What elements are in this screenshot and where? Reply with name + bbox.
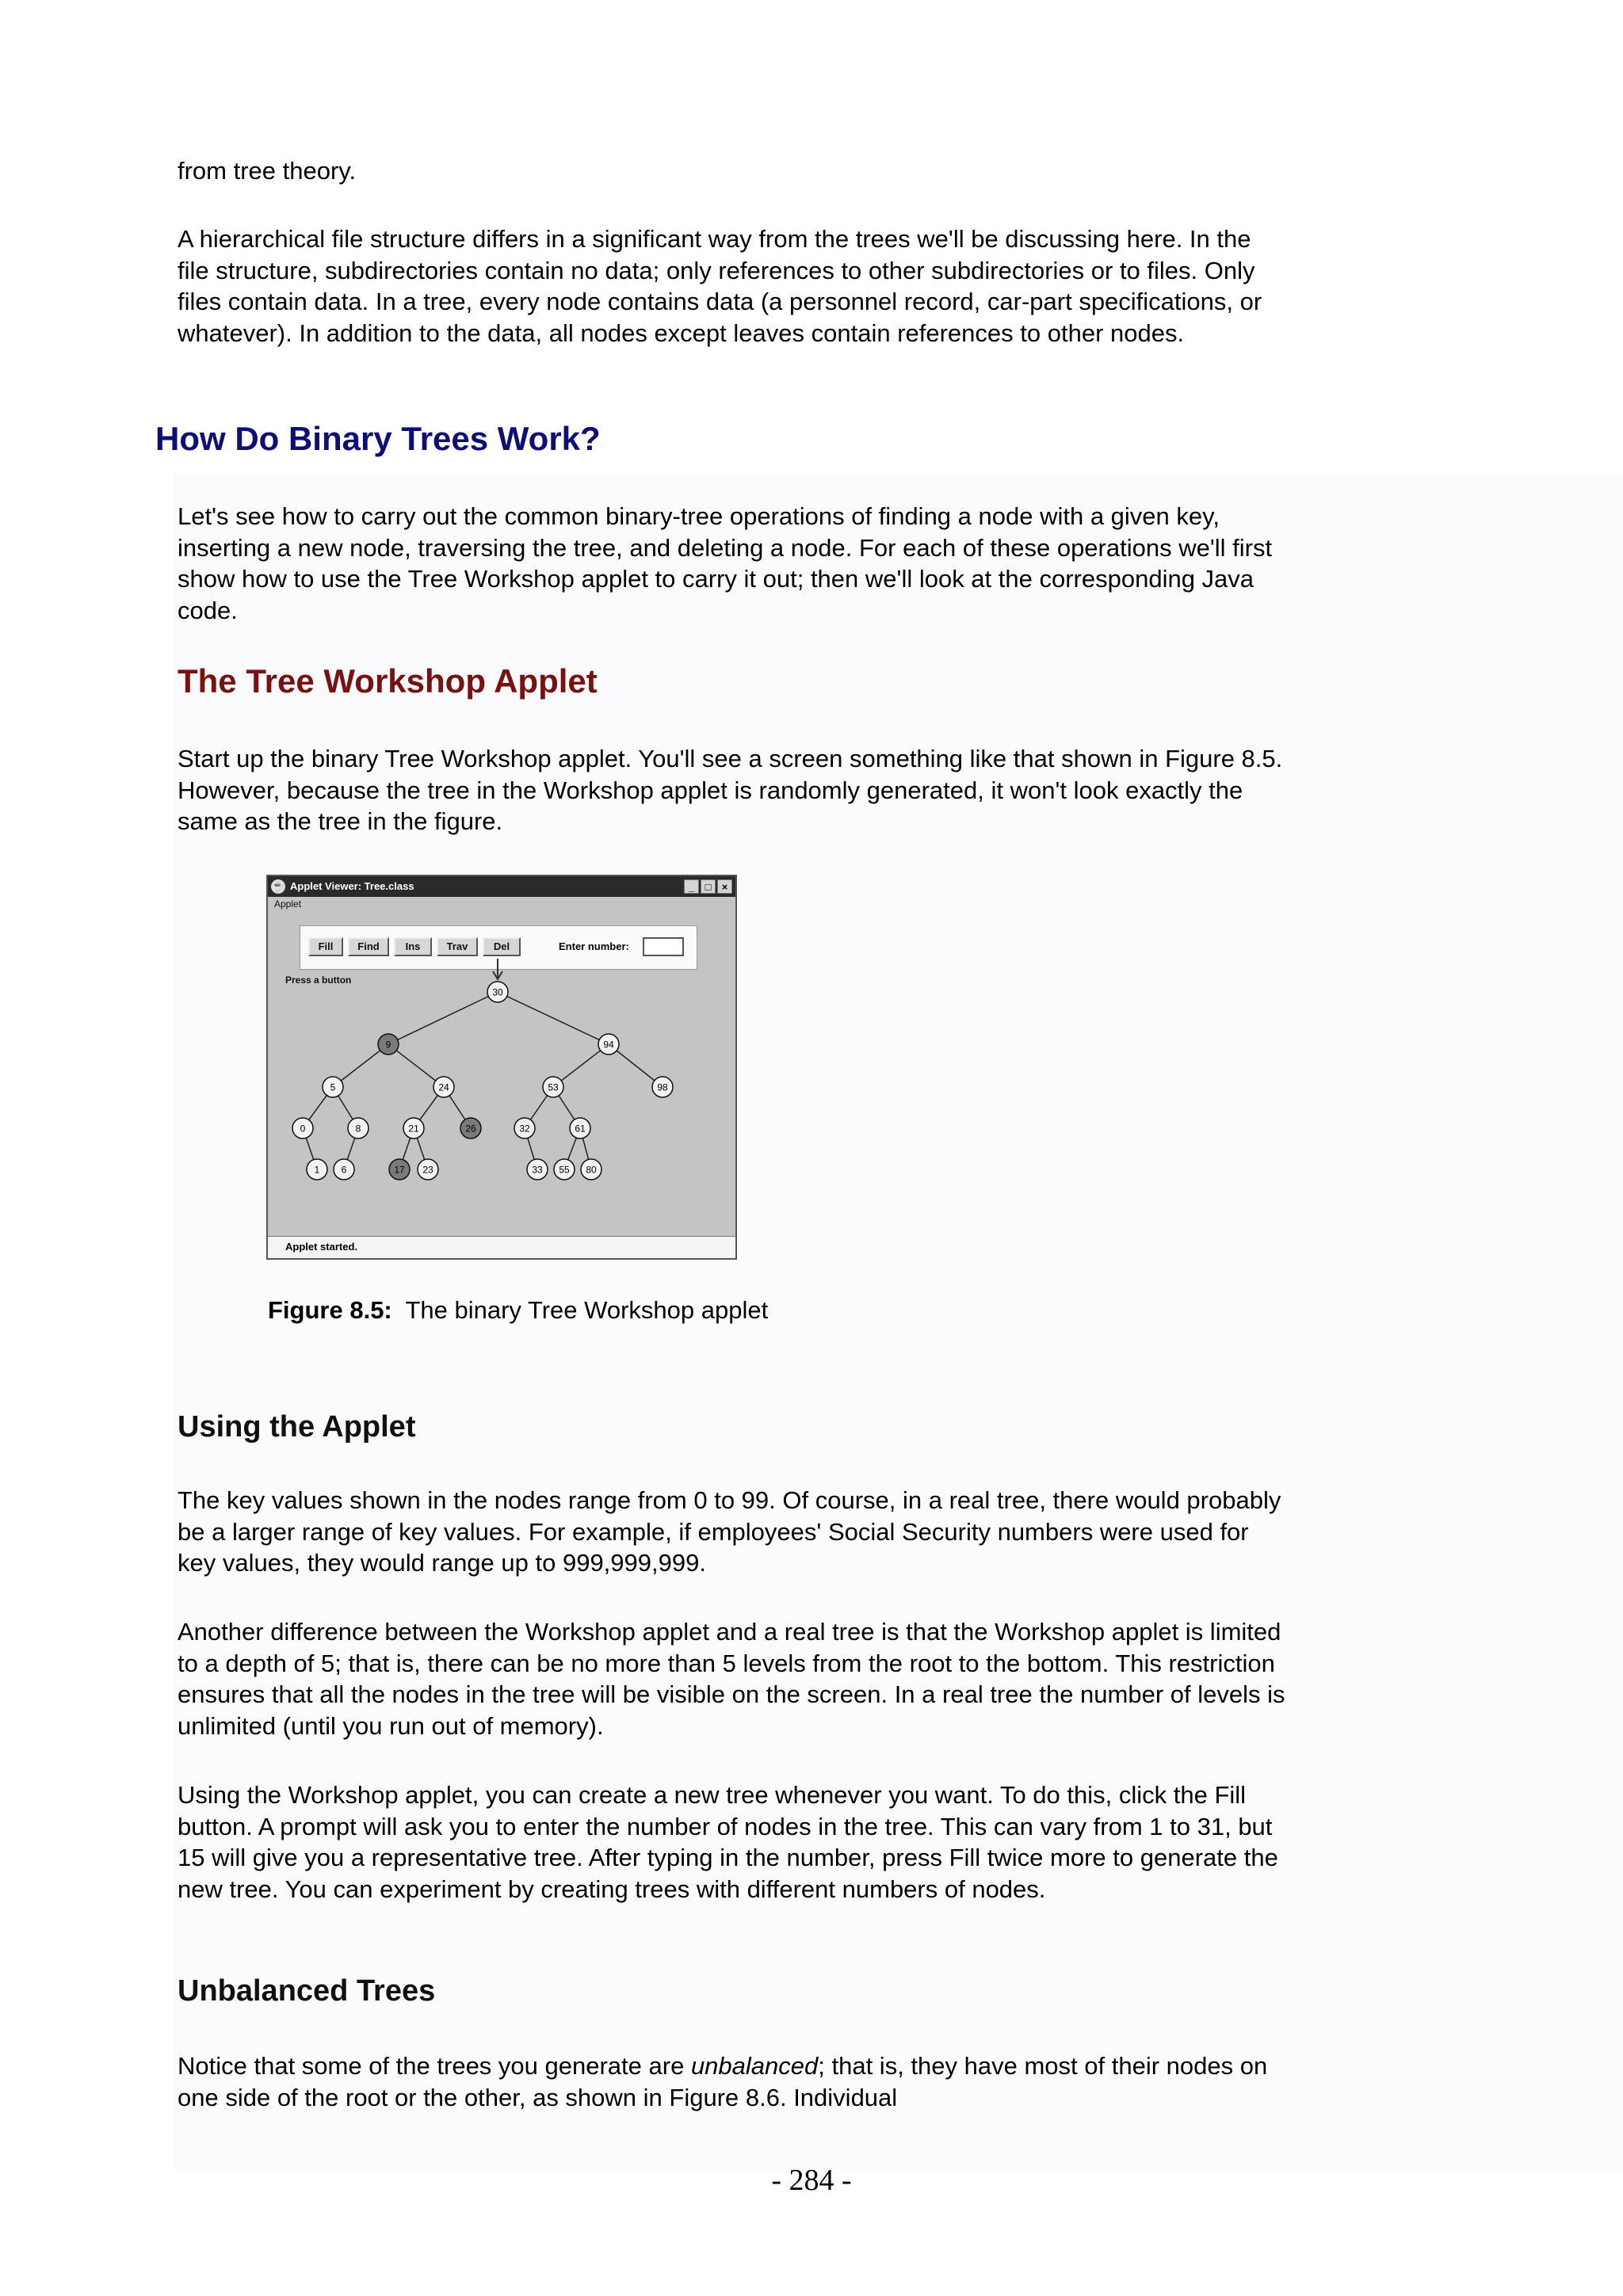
tree-node-key: 80 bbox=[586, 1164, 597, 1176]
tree-node[interactable] bbox=[581, 1159, 601, 1180]
tree-node-key: 8 bbox=[355, 1123, 361, 1135]
trav-button[interactable]: Trav bbox=[437, 937, 478, 956]
tree-node[interactable] bbox=[307, 1159, 327, 1180]
figure-label: Figure 8.5: bbox=[268, 1296, 392, 1324]
tree-node-key: 0 bbox=[300, 1123, 306, 1135]
applet-status-bar bbox=[268, 1236, 735, 1258]
tree-node-key: 30 bbox=[492, 986, 503, 998]
tree-edge bbox=[498, 992, 609, 1044]
heading-using-the-applet: Using the Applet bbox=[178, 1410, 416, 1444]
applet-status-text: Applet started. bbox=[285, 1241, 358, 1253]
tree-node-key: 55 bbox=[559, 1164, 570, 1176]
applet-window-title: Applet Viewer: Tree.class bbox=[290, 880, 414, 892]
minimize-icon[interactable]: _ bbox=[684, 879, 699, 894]
tree-node-key: 9 bbox=[385, 1039, 391, 1051]
tree-node[interactable] bbox=[323, 1077, 343, 1097]
tree-node[interactable] bbox=[389, 1159, 410, 1180]
close-icon[interactable]: × bbox=[717, 879, 732, 894]
find-button[interactable]: Find bbox=[348, 937, 389, 956]
tree-node[interactable] bbox=[460, 1118, 481, 1138]
tree-node-key: 24 bbox=[438, 1081, 449, 1093]
term-unbalanced: unbalanced bbox=[690, 2052, 819, 2080]
figure-caption-text: The binary Tree Workshop applet bbox=[405, 1296, 769, 1324]
fill-button[interactable]: Fill bbox=[308, 937, 343, 956]
tree-node[interactable] bbox=[487, 982, 508, 1002]
tree-node-key: 5 bbox=[330, 1081, 336, 1093]
paragraph-unbalanced-part2: ; that is, they have most of their nodes on one side of the root or the other, as shown in Figure 8.6. Individual bbox=[178, 2052, 1268, 2111]
tree-node[interactable] bbox=[554, 1159, 575, 1180]
heading-unbalanced-trees: Unbalanced Trees bbox=[178, 1974, 436, 2008]
tree-node-key: 98 bbox=[657, 1081, 668, 1093]
tree-node[interactable] bbox=[527, 1159, 548, 1180]
tree-node-key: 1 bbox=[314, 1164, 320, 1176]
paragraph-start-applet: Start up the binary Tree Workshop applet. You'll see a screen something like that shown in Figure 8.5. However, because the tree in the Workshop applet is randomly generated, it won't look exactly the same as the tree in the figure. bbox=[178, 745, 1283, 835]
tree-node-key: 23 bbox=[422, 1164, 433, 1176]
tree-node[interactable] bbox=[543, 1077, 563, 1097]
paragraph-fill-button: Using the Workshop applet, you can create a new tree whenever you want. To do this, click the Fill button. A prompt will ask you to enter the number of nodes in the tree. This can vary from 1 to 31, but 15 will give you a representative tree. After typing in the number, press Fill twice more to generate the new tree. You can experiment by creating trees with different numbers of nodes. bbox=[178, 1781, 1278, 1903]
paragraph-tree-theory: from tree theory. bbox=[178, 157, 357, 185]
tree-node[interactable] bbox=[334, 1159, 354, 1180]
tree-node-key: 17 bbox=[394, 1164, 405, 1176]
applet-prompt: Press a button bbox=[285, 974, 352, 986]
enter-number-label: Enter number: bbox=[559, 940, 629, 952]
tree-node[interactable] bbox=[378, 1034, 399, 1055]
tree-node[interactable] bbox=[403, 1118, 424, 1138]
tree-node-key: 94 bbox=[603, 1039, 614, 1051]
tree-node[interactable] bbox=[418, 1159, 438, 1180]
binary-tree-diagram bbox=[268, 876, 735, 1258]
tree-node[interactable] bbox=[652, 1077, 673, 1097]
paragraph-depth-limit: Another difference between the Workshop applet and a real tree is that the Workshop applet is limited to a depth of 5; that is, there can be no more than 5 levels from the root to the bottom. This restriction ensures that all the nodes in the tree will be visible on the screen. In a real tree the number of levels is unlimited (until you run out of memory). bbox=[178, 1618, 1285, 1740]
coffee-cup-icon: ☕ bbox=[271, 880, 285, 892]
heading-tree-workshop-applet: The Tree Workshop Applet bbox=[178, 662, 598, 700]
paragraph-operations: Let's see how to carry out the common binary-tree operations of finding a node with a given key, inserting a new node, traversing the tree, and deleting a node. For each of these operations we'll first show how to use the Tree Workshop applet to carry it out; then we'll look at the corresponding Java code. bbox=[178, 502, 1273, 624]
del-button[interactable]: Del bbox=[483, 937, 521, 956]
tree-node[interactable] bbox=[514, 1118, 535, 1138]
tree-node[interactable] bbox=[598, 1034, 619, 1055]
page-number: - 284 - bbox=[771, 2164, 852, 2197]
current-node-arrow bbox=[493, 959, 502, 979]
tree-node[interactable] bbox=[348, 1118, 369, 1138]
tree-node[interactable] bbox=[570, 1118, 590, 1138]
paragraph-key-values: The key values shown in the nodes range from 0 to 99. Of course, in a real tree, there would probably be a larger range of key values. For example, if employees' Social Security numbers were used for key values, they would range up to 999,999,999. bbox=[178, 1486, 1281, 1577]
tree-node-key: 26 bbox=[465, 1123, 476, 1135]
ins-button[interactable]: Ins bbox=[394, 937, 432, 956]
tree-node-key: 32 bbox=[519, 1123, 530, 1135]
paragraph-file-structure: A hierarchical file structure differs in a significant way from the trees we'll be discussing here. In the file structure, subdirectories contain no data; only references to other subdirectories or to files. Only files contain data. In a tree, every node contains data (a personnel record, car-part specifications, or whatever). In addition to the data, all nodes except leaves contain references to other nodes. bbox=[178, 225, 1262, 347]
tree-node-key: 53 bbox=[548, 1081, 559, 1093]
tree-node-key: 21 bbox=[408, 1123, 419, 1135]
tree-node[interactable] bbox=[433, 1077, 454, 1097]
tree-node-key: 6 bbox=[341, 1164, 347, 1176]
figure-caption bbox=[268, 1296, 768, 1325]
tree-node-key: 61 bbox=[575, 1123, 586, 1135]
paragraph-unbalanced-part1: Notice that some of the trees you generate are bbox=[178, 2052, 691, 2080]
tree-edge bbox=[388, 992, 498, 1044]
paragraph-unbalanced bbox=[178, 2050, 1287, 2113]
applet-window bbox=[266, 875, 737, 1260]
tree-node-key: 33 bbox=[532, 1164, 543, 1176]
applet-menu[interactable]: Applet bbox=[274, 898, 302, 910]
maximize-icon[interactable]: □ bbox=[701, 879, 716, 894]
tree-node[interactable] bbox=[292, 1118, 313, 1138]
heading-how-binary-trees-work: How Do Binary Trees Work? bbox=[155, 420, 601, 457]
